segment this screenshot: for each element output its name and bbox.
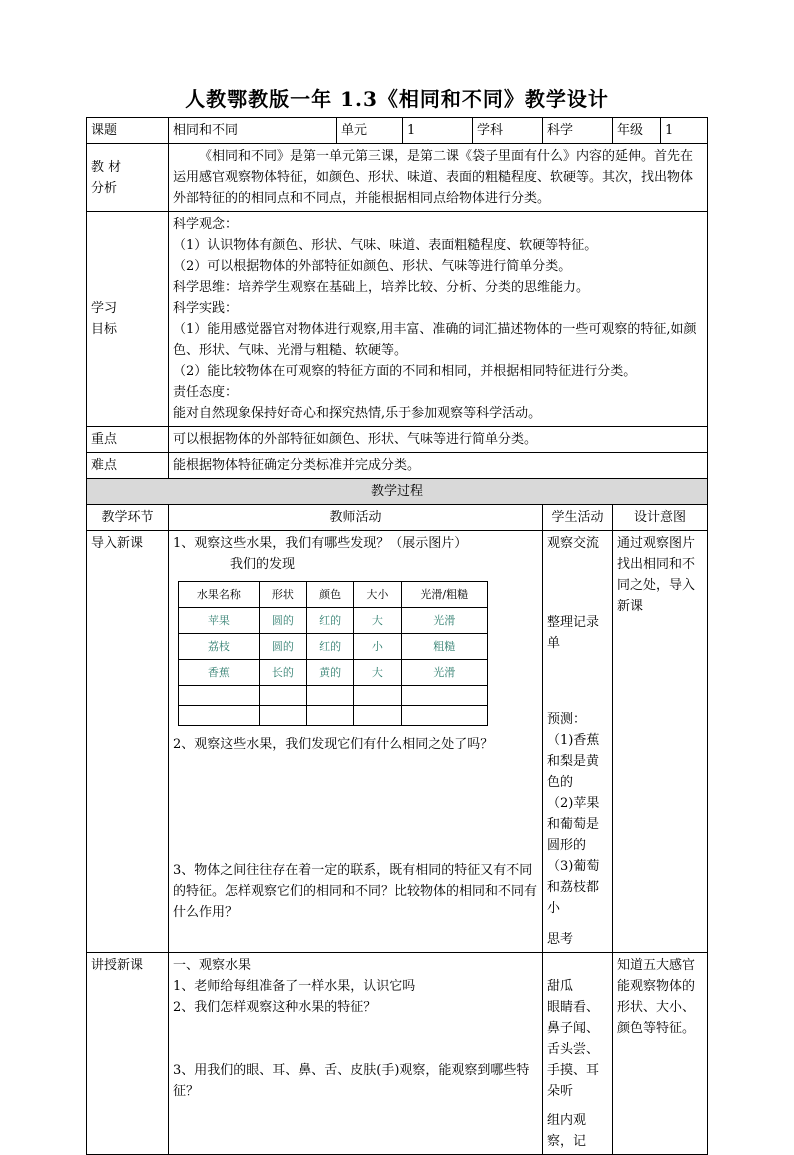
objectives-label: 学习 目标	[87, 212, 169, 427]
unit-label: 单元	[337, 118, 403, 144]
difficulty-text: 能根据物体特征确定分类标准并完成分类。	[169, 453, 708, 479]
difficulty-row	[87, 453, 708, 479]
lecture-intent: 知道五大感官能观察物体的形状、大小、颜色等特征。	[613, 953, 708, 1155]
document-title: 人教鄂教版一年 1.3《相同和不同》教学设计	[185, 87, 609, 111]
intro-teacher-q3: 3、物体之间往往存在着一定的联系，既有相同的特征又有不同的特征。怎样观察它们的相同和不同？比较物体的相同和不同有什么作用？	[173, 863, 538, 920]
lecture-stage: 讲授新课	[87, 953, 169, 1155]
col-stage: 教学环节	[87, 505, 169, 531]
lecture-teacher: 一、观察水果 1、老师给每组准备了一样水果，认识它吗 2、我们怎样观察这种水果的特征？ 3、用我们的眼、耳、鼻、舌、皮肤(手)观察，能观察到哪些特征？	[169, 953, 543, 1155]
key-point-text: 可以根据物体的外部特征如颜色、形状、气味等进行简单分类。	[169, 427, 708, 453]
info-row	[87, 118, 708, 144]
fruit-table-row: 荔枝 圆的 红的 小 粗糙	[179, 634, 488, 660]
intro-stage: 导入新课	[87, 531, 169, 953]
topic-value: 相同和不同	[169, 118, 337, 144]
lecture-student: 甜瓜 眼睛看、鼻子闻、舌头尝、手摸、耳朵听 组内观察，记	[543, 953, 613, 1155]
col-intent: 设计意图	[613, 505, 708, 531]
intro-teacher-q2: 2、观察这些水果，我们发现它们有什么相同之处了吗？	[173, 737, 494, 752]
intro-teacher-q1: 1、观察这些水果，我们有哪些发现？（展示图片）	[173, 536, 468, 551]
objectives-text: 科学观念： （1）认识物体有颜色、形状、气味、味道、表面粗糙程度、软硬等特征。 （2）可以根据物体的外部特征如颜色、形状、气味等进行简单分类。 科学思维：培养学生观察在基础上，培养比较、分析、分类的思维能力。 科学实践： （1）能用感觉器官对物体进行观察,用丰富、准确的词汇描述物体的一些可观察的特征,如颜色、形状、气味、光滑与粗糙、软硬等。 （2）能比较物体在可观察的特征方面的不同和相同，并根据相同特征进行分类。 责任态度： 能对自然现象保持好奇心和探究热情,乐于参加观察等科学活动。	[169, 212, 708, 427]
intro-row	[87, 531, 708, 953]
fruit-table-row: 香蕉 长的 黄的 大 光滑	[179, 660, 488, 686]
fruit-table-empty-row	[179, 686, 488, 706]
col-teacher: 教师活动	[169, 505, 543, 531]
process-header: 教学过程	[87, 479, 708, 505]
lesson-plan-table	[86, 117, 708, 1155]
intro-teacher	[169, 531, 543, 953]
intro-teacher-q1-sub: 我们的发现	[230, 557, 296, 572]
fruit-table-empty-row	[179, 706, 488, 726]
col-student: 学生活动	[543, 505, 613, 531]
subject-label: 学科	[473, 118, 543, 144]
key-point-label: 重点	[87, 427, 169, 453]
key-point-row	[87, 427, 708, 453]
analysis-text: 《相同和不同》是第一单元第三课，是第二课《袋子里面有什么》内容的延伸。首先在运用感官观察物体特征，如颜色、形状、味道、表面的粗糙程度、软硬等。其次，找出物体外部特征的的相同点和不同点，并能根据相同点给物体进行分类。	[169, 144, 708, 212]
lecture-row	[87, 953, 708, 1155]
objectives-row	[87, 212, 708, 427]
subject-value: 科学	[543, 118, 613, 144]
grade-value: 1	[661, 118, 708, 144]
analysis-row	[87, 144, 708, 212]
fruit-observation-table	[178, 581, 488, 726]
topic-label: 课题	[87, 118, 169, 144]
unit-value: 1	[403, 118, 473, 144]
process-header-row	[87, 479, 708, 505]
process-columns-row	[87, 505, 708, 531]
intro-student: 观察交流 整理记录单 预测： （1)香蕉和梨是黄色的 （2)苹果和葡萄是圆形的 （3)葡萄和荔枝都小 思考	[543, 531, 613, 953]
fruit-table-header: 水果名称 形状 颜色 大小 光滑/粗糙	[179, 582, 488, 608]
fruit-table-row: 苹果 圆的 红的 大 光滑	[179, 608, 488, 634]
analysis-label: 教 材 分析	[87, 144, 169, 212]
difficulty-label: 难点	[87, 453, 169, 479]
grade-label: 年级	[613, 118, 661, 144]
intro-intent: 通过观察图片找出相同和不同之处，导入新课	[613, 531, 708, 953]
